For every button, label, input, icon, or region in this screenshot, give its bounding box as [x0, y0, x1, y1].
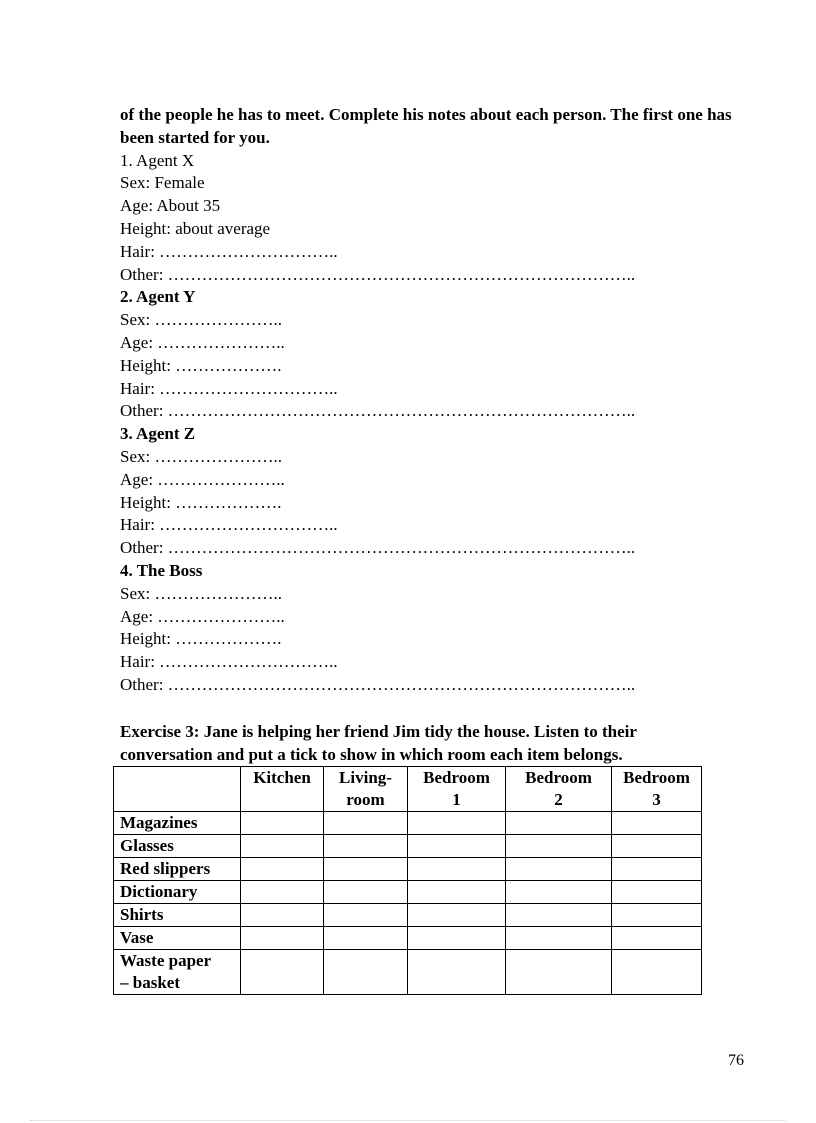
agent-field-hair: Hair: ………………………….. — [120, 241, 338, 261]
tick-cell[interactable] — [408, 950, 506, 995]
tick-cell[interactable] — [408, 904, 506, 927]
tick-cell[interactable] — [241, 881, 324, 904]
agent-field-sex: Sex: ………………….. — [120, 310, 282, 330]
agent-block-3 — [120, 423, 740, 560]
agent-field-height: Height: ………………. — [120, 629, 282, 649]
tick-cell[interactable] — [612, 881, 702, 904]
agent-field-sex: Sex: ………………….. — [120, 583, 282, 603]
agent-field-height: Height: about average — [120, 218, 271, 238]
agent-field-other: Other: ……………………………………………………………………….. — [120, 674, 636, 694]
tick-cell[interactable] — [324, 835, 408, 858]
room-tick-table — [113, 766, 702, 995]
tick-cell[interactable] — [241, 950, 324, 995]
tick-cell[interactable] — [408, 812, 506, 835]
tick-cell[interactable] — [324, 927, 408, 950]
agent-field-age: Age: ………………….. — [120, 332, 285, 352]
agent-field-other: Other: ……………………………………………………………………….. — [120, 401, 636, 421]
tick-cell[interactable] — [324, 812, 408, 835]
item-label: Magazines — [114, 812, 241, 835]
table-row — [114, 881, 702, 904]
agent-field-age: Age: ………………….. — [120, 606, 285, 626]
agent-heading: 2. Agent Y — [120, 287, 196, 307]
item-label: Waste paper – basket — [114, 950, 241, 995]
tick-cell[interactable] — [506, 927, 612, 950]
tick-cell[interactable] — [408, 927, 506, 950]
tick-cell[interactable] — [506, 950, 612, 995]
header-bedroom-1: Bedroom 1 — [408, 767, 506, 812]
agent-heading: 3. Agent Z — [120, 424, 196, 444]
tick-cell[interactable] — [241, 835, 324, 858]
tick-cell[interactable] — [324, 950, 408, 995]
tick-cell[interactable] — [241, 858, 324, 881]
tick-cell[interactable] — [612, 950, 702, 995]
tick-cell[interactable] — [612, 835, 702, 858]
footer-divider — [30, 1120, 786, 1121]
agent-field-other: Other: ……………………………………………………………………….. — [120, 264, 636, 284]
tick-cell[interactable] — [241, 812, 324, 835]
intro-text: of the people he has to meet. Complete his notes about each person. The first one has been started for you. — [120, 105, 732, 147]
agent-field-height: Height: ………………. — [120, 492, 282, 512]
tick-cell[interactable] — [324, 904, 408, 927]
item-label: Dictionary — [114, 881, 241, 904]
item-label: Glasses — [114, 835, 241, 858]
page-number: 76 — [728, 1052, 744, 1069]
worksheet-page — [120, 104, 740, 697]
agent-field-hair: Hair: ………………………….. — [120, 515, 338, 535]
header-living-room: Living- room — [324, 767, 408, 812]
agent-heading: 4. The Boss — [120, 560, 203, 580]
table-row — [114, 858, 702, 881]
table-row — [114, 904, 702, 927]
tick-cell[interactable] — [324, 881, 408, 904]
agent-field-height: Height: ………………. — [120, 355, 282, 375]
item-label: Shirts — [114, 904, 241, 927]
agent-field-hair: Hair: ………………………….. — [120, 652, 338, 672]
agent-field-age: Age: ………………….. — [120, 469, 285, 489]
tick-cell[interactable] — [506, 881, 612, 904]
tick-cell[interactable] — [241, 927, 324, 950]
agent-field-hair: Hair: ………………………….. — [120, 378, 338, 398]
table-row — [114, 927, 702, 950]
tick-cell[interactable] — [408, 881, 506, 904]
table-row — [114, 835, 702, 858]
tick-cell[interactable] — [506, 835, 612, 858]
tick-cell[interactable] — [612, 858, 702, 881]
tick-cell[interactable] — [612, 904, 702, 927]
item-label: Vase — [114, 927, 241, 950]
tick-cell[interactable] — [241, 904, 324, 927]
agent-block-1 — [120, 150, 740, 287]
tick-cell[interactable] — [506, 904, 612, 927]
agent-field-sex: Sex: ………………….. — [120, 446, 282, 466]
tick-cell[interactable] — [408, 835, 506, 858]
tick-cell[interactable] — [408, 858, 506, 881]
header-bedroom-2: Bedroom 2 — [506, 767, 612, 812]
header-corner-cell — [114, 767, 241, 812]
header-bedroom-3: Bedroom 3 — [612, 767, 702, 812]
exercise3-instructions: Exercise 3: Jane is helping her friend Jim tidy the house. Listen to their conversation and put a tick to show in which room each item belongs. — [120, 722, 637, 764]
tick-cell[interactable] — [506, 858, 612, 881]
table-row — [114, 950, 702, 995]
agent-field-other: Other: ……………………………………………………………………….. — [120, 538, 636, 558]
agent-field-age: Age: About 35 — [120, 196, 221, 216]
agent-heading: 1. Agent X — [120, 150, 195, 170]
item-label: Red slippers — [114, 858, 241, 881]
tick-cell[interactable] — [506, 812, 612, 835]
tick-cell[interactable] — [612, 812, 702, 835]
tick-cell[interactable] — [612, 927, 702, 950]
agent-block-2 — [120, 286, 740, 423]
table-row — [114, 812, 702, 835]
table-header-row — [114, 767, 702, 812]
tick-cell[interactable] — [324, 858, 408, 881]
agent-field-sex: Sex: Female — [120, 173, 205, 193]
header-kitchen: Kitchen — [241, 767, 324, 812]
agent-block-4 — [120, 560, 740, 697]
